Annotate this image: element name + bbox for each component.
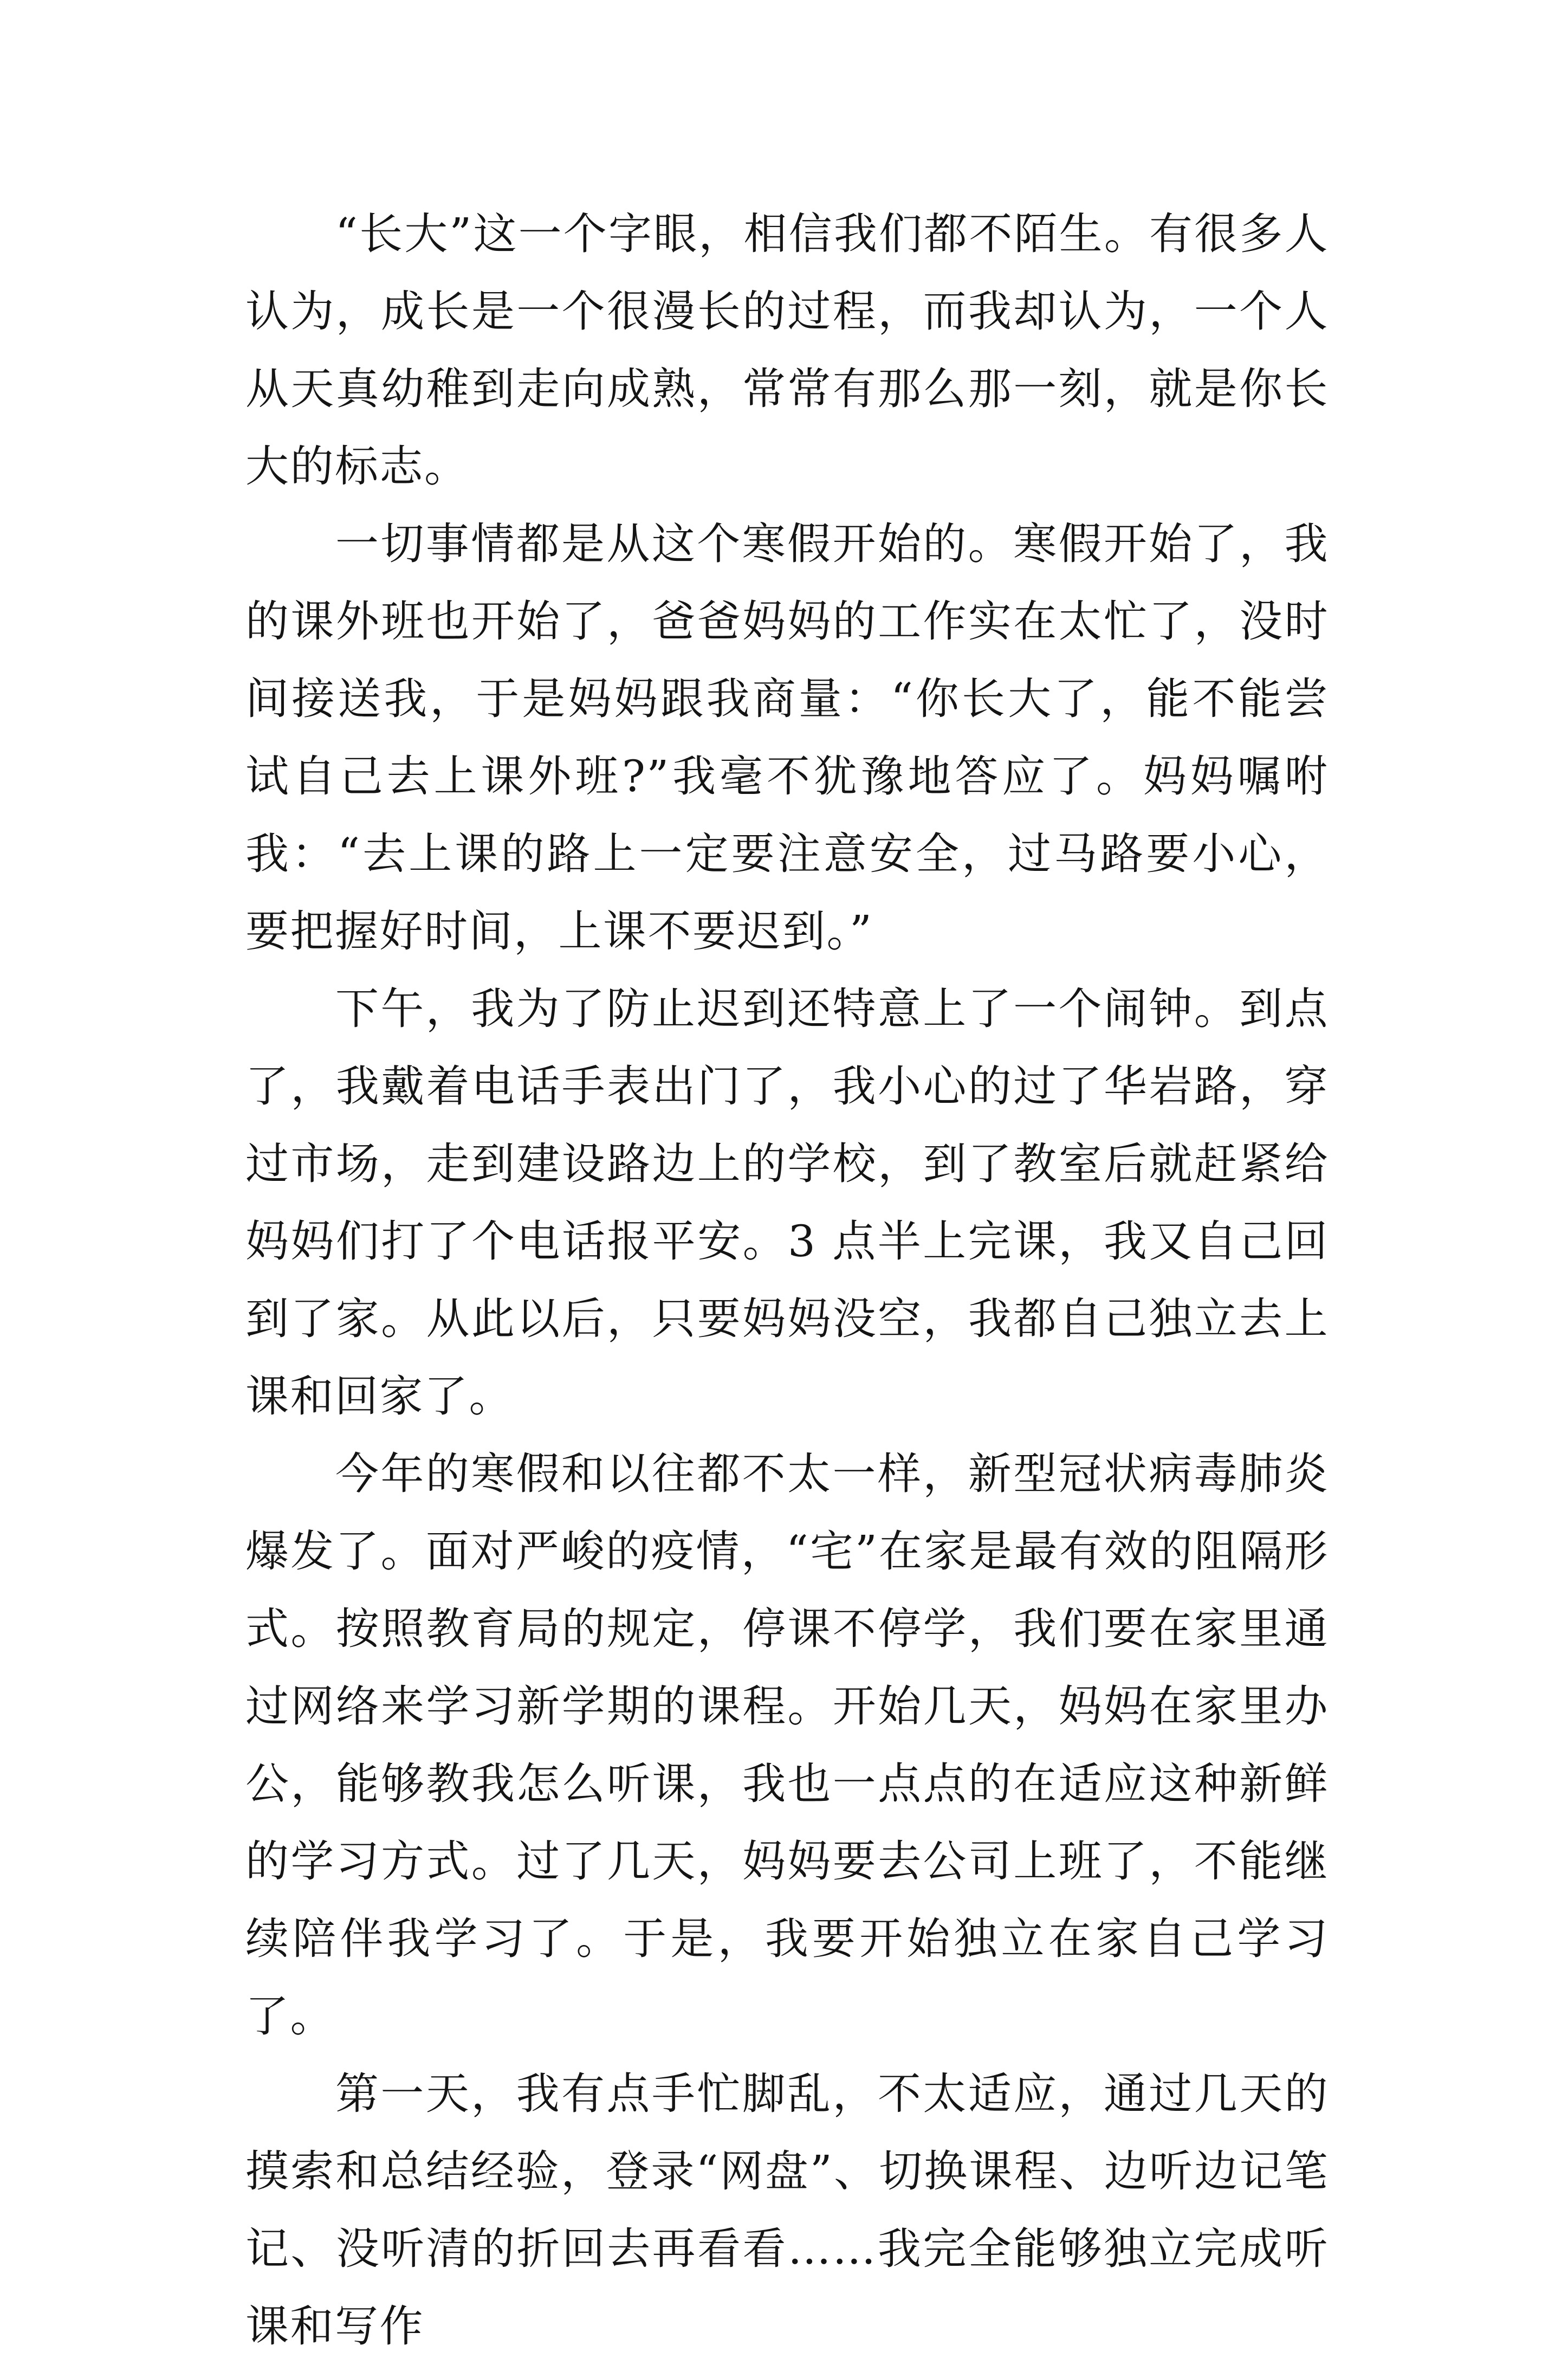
paragraph-2: 一切事情都是从这个寒假开始的。寒假开始了，我的课外班也开始了，爸爸妈妈的工作实在太忙了，没时间接送我，于是妈妈跟我商量：“你长大了，能不能尝试自己去上课外班?”我毫不犹豫地答应了。妈妈嘱咐我：“去上课的路上一定要注意安全，过马路要小心，要把握好时间，上课不要迟到。”	[245, 519, 1329, 957]
paragraph-4: 今年的寒假和以往都不太一样，新型冠状病毒肺炎爆发了。面对严峻的疫情，“宅”在家是最有效的阻隔形式。按照教育局的规定，停课不停学，我们要在家里通过网络来学习新学期的课程。开始几天，妈妈在家里办公，能够教我怎么听课，我也一点点的在适应这种新鲜的学习方式。过了几天，妈妈要去公司上班了，不能继续陪伴我学习了。于是，我要开始独立在家自己学习了。	[245, 1449, 1329, 2041]
paragraph-3: 下午，我为了防止迟到还特意上了一个闹钟。到点了，我戴着电话手表出门了，我小心的过了华岩路，穿过市场，走到建设路边上的学校，到了教室后就赶紧给妈妈们打了个电话报平安。3 点半上完课，我又自己回到了家。从此以后，只要妈妈没空，我都自己独立去上课和回家了。	[245, 984, 1329, 1421]
paragraph-1: “长大”这一个字眼，相信我们都不陌生。有很多人认为，成长是一个很漫长的过程，而我却认为，一个人从天真幼稚到走向成熟，常常有那么那一刻，就是你长大的标志。	[245, 209, 1329, 492]
paragraph-5: 第一天，我有点手忙脚乱，不太适应，通过几天的摸索和总结经验，登录“网盘”、切换课程、边听边记笔记、没听清的折回去再看看……我完全能够独立完成听课和写作	[245, 2069, 1329, 2351]
document-body	[245, 195, 1329, 2365]
